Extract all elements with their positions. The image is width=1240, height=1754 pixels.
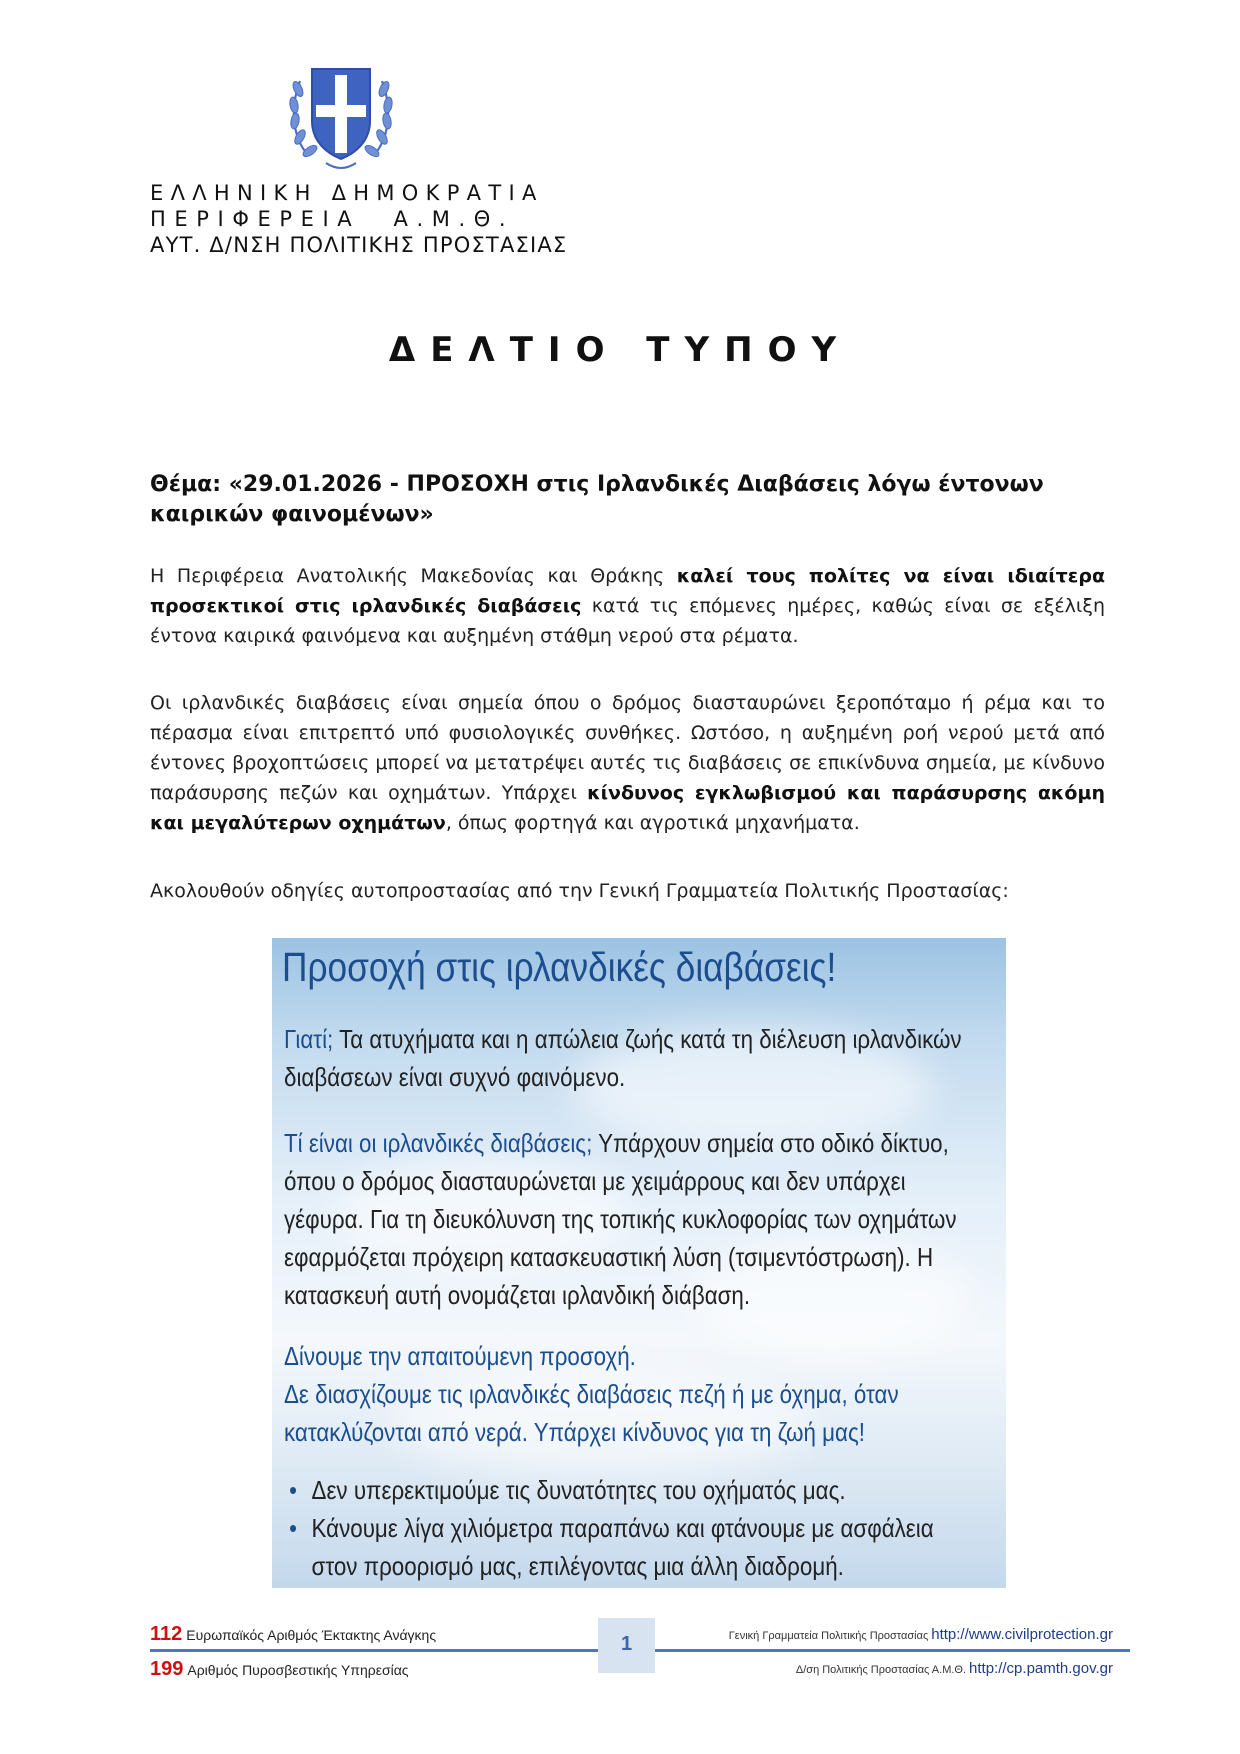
paragraph-2-rest: , όπως φορτηγά και αγροτικά μηχανήματα. (445, 812, 860, 834)
infographic-title: Προσοχή στις ιρλανδικές διαβάσεις! (282, 944, 837, 990)
page-footer (0, 1618, 1240, 1698)
bullet-icon: • (289, 1513, 297, 1543)
org-line-region: ΠΕΡΙΦΕΡΕΙΑ Α.Μ.Θ. (150, 207, 515, 231)
list-item (284, 1509, 963, 1585)
fire-number-line (150, 1658, 409, 1681)
gscp-link[interactable]: http://www.civilprotection.gr (931, 1626, 1113, 1643)
page-number: 1 (598, 1618, 655, 1673)
gscp-footer-line (729, 1626, 1113, 1643)
paragraph-1-intro: Η Περιφέρεια Ανατολικής Μακεδονίας και Θράκης (150, 565, 677, 587)
list-item-text: Δεν υπερεκτιμούμε τις δυνατότητες του οχήματός μας. (311, 1475, 846, 1505)
org-line-directorate: ΑΥΤ. Δ/ΝΣΗ ΠΟΛΙΤΙΚΗΣ ΠΡΟΣΤΑΣΙΑΣ (150, 233, 568, 257)
cp-label: Δ/ση Πολιτικής Προστασίας Α.Μ.Θ. (795, 1664, 967, 1676)
list-item (284, 1471, 963, 1509)
gscp-label: Γενική Γραμματεία Πολιτικής Προστασίας (728, 1630, 929, 1642)
paragraph-3: Ακολουθούν οδηγίες αυτοπροστασίας από την Γενική Γραμματεία Πολιτικής Προστασίας: (150, 880, 1009, 902)
infographic-what (284, 1124, 963, 1314)
paragraph-1-emphasis: καλεί τους πολίτες να είναι ιδιαίτερα προσεκτικοί στις ιρλανδικές διαβάσεις (150, 565, 1105, 617)
organisation-header (150, 180, 567, 258)
emergency-label: Ευρωπαϊκός Αριθμός Έκτακτης Ανάγκης (186, 1627, 437, 1643)
warning-line-1: Δίνουμε την απαιτούμενη προσοχή. (284, 1341, 636, 1371)
subject-line: Θέμα: «29.01.2026 - ΠΡΟΣΟΧΗ στις Ιρλανδικές Διαβάσεις λόγω έντονων καιρικών φαινομένων» (150, 472, 1044, 527)
org-line-republic: ΕΛΛΗΝΙΚΗ ΔΗΜΟΚΡΑΤΙΑ (150, 181, 544, 205)
greek-coat-of-arms-icon (286, 55, 396, 177)
bullet-icon: • (289, 1475, 297, 1505)
infographic-bullet-list (284, 1471, 963, 1585)
infographic-why (284, 1020, 963, 1096)
emergency-number: 112 (150, 1623, 183, 1645)
list-item-text: Κάνουμε λίγα χιλιόμετρα παραπάνω και φτάνουμε με ασφάλεια στον προορισμό μας, επιλέγοντας μια άλλη διαδρομή. (311, 1513, 934, 1581)
warning-line-2: Δε διασχίζουμε τις ιρλανδικές διαβάσεις πεζή ή με όχημα, όταν κατακλύζονται από νερά. Υπάρχει κίνδυνος για τη ζωή μας! (284, 1379, 899, 1447)
what-text: Υπάρχουν σημεία στο οδικό δίκτυο, όπου ο δρόμος διασταυρώνεται με χειμάρρους και δεν υπάρχει γέφυρα. Για τη διευκόλυνση της τοπικής κυκλοφορίας των οχημάτων εφαρμόζεται πρόχειρη κατασκευαστική λύση (τσιμεντόστρωση). Η κατασκευή αυτή ονομάζεται ιρλανδική διάβαση. (284, 1128, 957, 1310)
paragraph-2-intro: Οι ιρλανδικές διαβάσεις είναι σημεία όπου ο δρόμος διασταυρώνει ξεροπόταμο ή ρέμα και το πέρασμα είναι επιτρεπτό υπό φυσιολογικές συνθήκες. Ωστόσο, η αυξημένη ροή νερού μετά από έντονες βροχοπτώσεις μπορεί να μετατρέψει αυτές τις διαβάσεις σε επικίνδυνα σημεία, με κίνδυνο παράσυρσης πεζών και οχημάτων. Υπάρχει (150, 692, 1105, 804)
document-title: ΔΕΛΤΙΟ ΤΥΠΟΥ (388, 330, 852, 370)
emergency-number-line (150, 1623, 436, 1646)
paragraph-2 (150, 688, 1105, 838)
fire-number: 199 (150, 1658, 184, 1680)
infographic-warning (284, 1337, 963, 1451)
paragraph-2-emphasis: κίνδυνος εγκλωβισμού και παράσυρσης ακόμη και μεγαλύτερων οχημάτων (150, 782, 1105, 834)
cp-footer-line (796, 1660, 1113, 1677)
paragraph-1 (150, 561, 1105, 651)
irish-crossing-infographic (272, 938, 1006, 1588)
fire-label: Αριθμός Πυροσβεστικής Υπηρεσίας (187, 1662, 409, 1678)
paragraph-1-rest: κατά τις επόμενες ημέρες, καθώς είναι σε εξέλιξη έντονα καιρικά φαινόμενα και αυξημένη στάθμη νερού στα ρέματα. (150, 595, 1105, 647)
why-label: Γιατί; (284, 1024, 334, 1054)
cp-link[interactable]: http://cp.pamth.gov.gr (969, 1660, 1113, 1677)
why-text: Τα ατυχήματα και η απώλεια ζωής κατά τη διέλευση ιρλανδικών διαβάσεων είναι συχνό φαινόμενο. (284, 1024, 962, 1092)
what-label: Τί είναι οι ιρλανδικές διαβάσεις; (284, 1128, 593, 1158)
